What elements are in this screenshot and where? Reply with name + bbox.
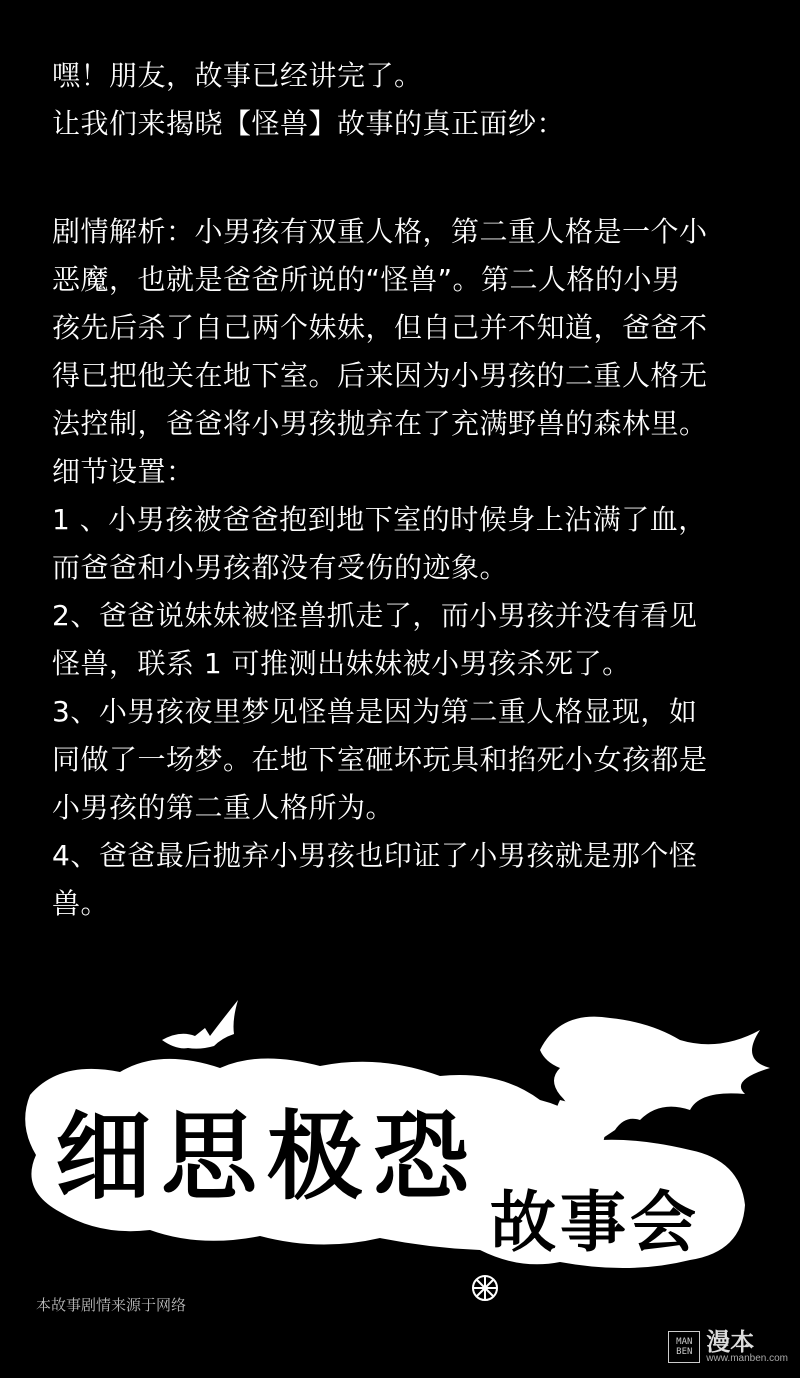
story-line: 同做了一场梦。在地下室砸坏玩具和掐死小女孩都是 (52, 743, 708, 776)
story-line: 怪兽，联系 1 可推测出妹妹被小男孩杀死了。 (52, 647, 631, 680)
paragraph-gap (52, 148, 752, 208)
story-line: 孩先后杀了自己两个妹妹，但自己并不知道，爸爸不 (52, 311, 708, 344)
story-line: 3、小男孩夜里梦见怪兽是因为第二重人格显现，如 (52, 695, 698, 728)
bat-icon (162, 1000, 238, 1049)
manben-watermark (668, 1330, 788, 1364)
watermark-name: 漫本 (706, 1328, 755, 1356)
snowflake-icon (473, 1276, 497, 1300)
wm-box-bottom: BEN (676, 1347, 693, 1357)
story-line: 得已把他关在地下室。后来因为小男孩的二重人格无 (52, 359, 708, 392)
story-line: 2、爸爸说妹妹被怪兽抓走了，而小男孩并没有看见 (52, 599, 698, 632)
story-line: 让我们来揭晓【怪兽】故事的真正面纱： (52, 107, 566, 140)
story-line: 细节设置： (52, 455, 195, 488)
manben-logo-icon (668, 1331, 700, 1363)
story-line: 嘿！朋友，故事已经讲完了。 (52, 59, 423, 92)
story-text (52, 52, 752, 928)
logo-graphic (0, 990, 800, 1320)
logo-sub-title: 故事会 (490, 1184, 700, 1261)
story-line: 而爸爸和小男孩都没有受伤的迹象。 (52, 551, 509, 584)
story-line: 法控制，爸爸将小男孩抛弃在了充满野兽的森林里。 (52, 407, 708, 440)
source-note: 本故事剧情来源于网络 (36, 1296, 187, 1314)
story-line: 4、爸爸最后抛弃小男孩也印证了小男孩就是那个怪 (52, 839, 698, 872)
wm-box-top: MAN (676, 1337, 693, 1347)
story-line: 兽。 (52, 887, 110, 920)
story-line: 小男孩的第二重人格所为。 (52, 791, 395, 824)
logo-main-title: 细思极恐 (55, 1101, 479, 1213)
story-line: 剧情解析：小男孩有双重人格，第二重人格是一个小 (52, 215, 708, 248)
story-line: 1 、小男孩被爸爸抱到地下室的时候身上沾满了血， (52, 503, 707, 536)
watermark-url: www.manben.com (706, 1353, 788, 1364)
story-club-logo (0, 990, 800, 1320)
story-line: 恶魔，也就是爸爸所说的“怪兽”。第二人格的小男 (52, 263, 681, 296)
